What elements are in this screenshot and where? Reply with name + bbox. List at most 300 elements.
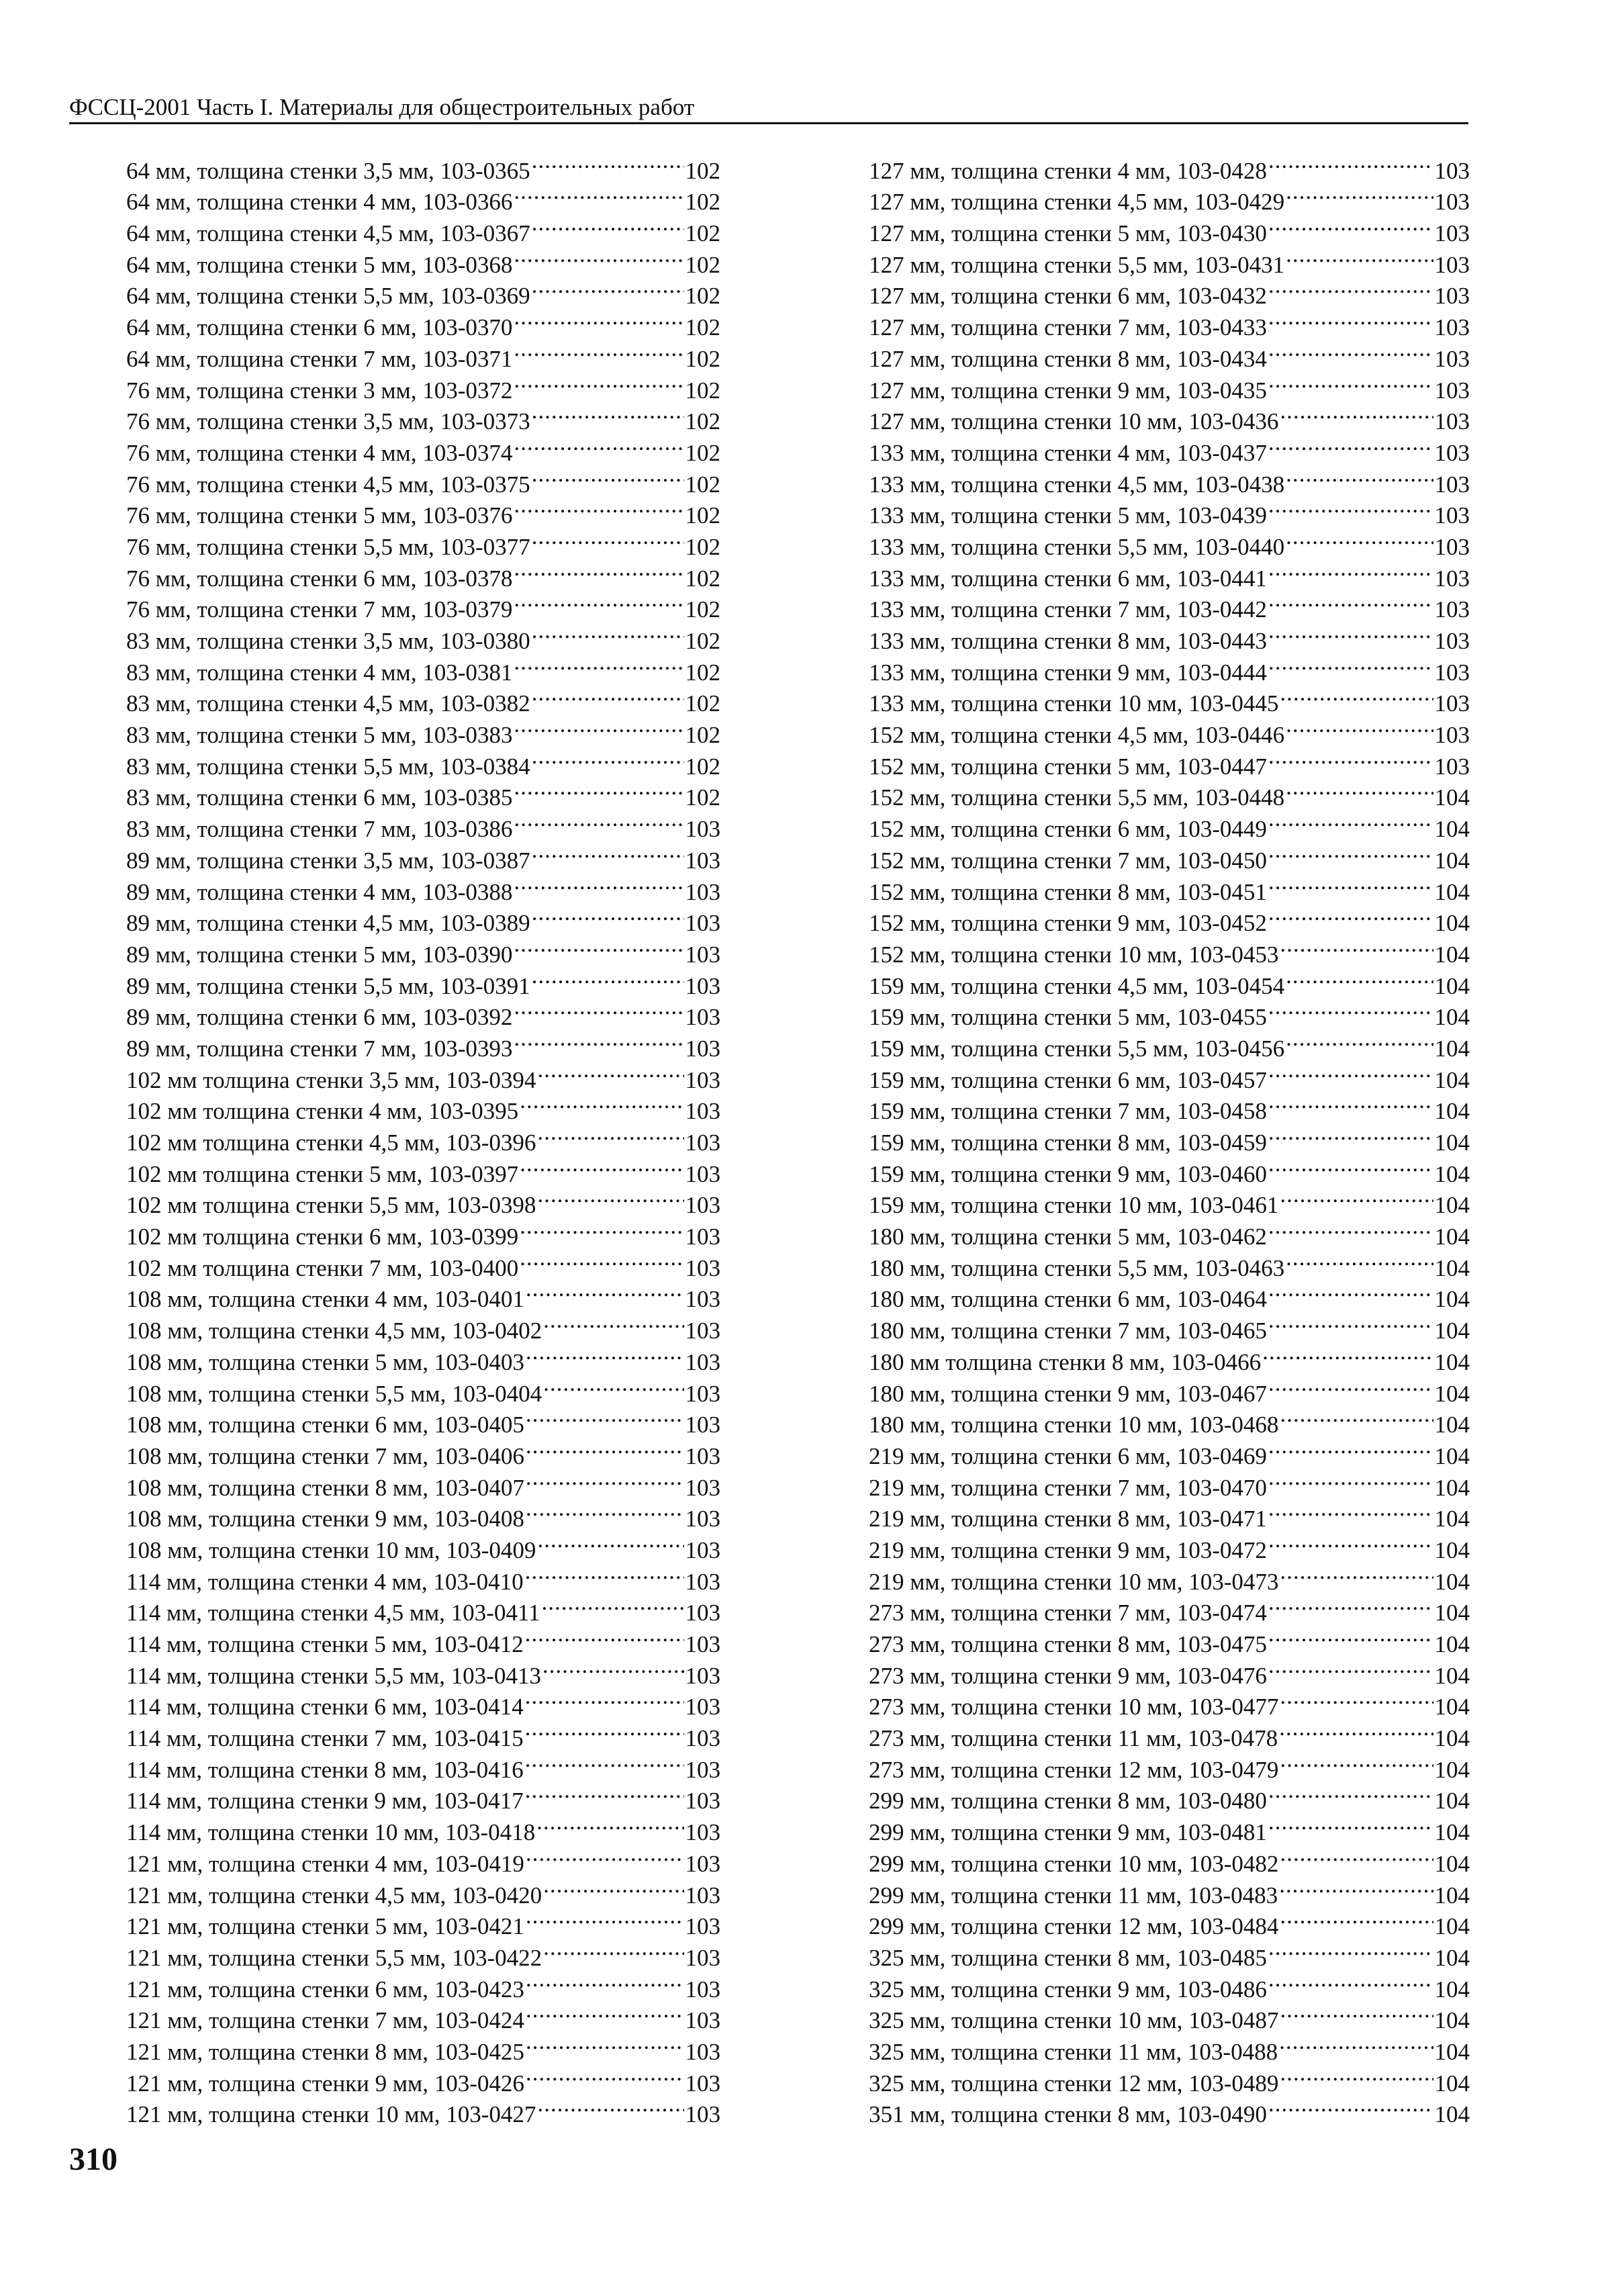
index-entry-page: 104 — [1434, 1130, 1470, 1156]
index-entry-page: 102 — [685, 189, 720, 216]
index-entry-page: 103 — [1434, 220, 1470, 247]
index-entry-text: 180 мм, толщина стенки 5 мм, 103-0462 — [869, 1224, 1267, 1250]
index-entry-page: 102 — [685, 283, 720, 310]
index-entry-page: 103 — [1434, 314, 1470, 341]
index-entry-text: 159 мм, толщина стенки 6 мм, 103-0457 — [869, 1066, 1267, 1093]
dot-leader — [1280, 1840, 1433, 1872]
index-entry-page: 102 — [685, 659, 720, 686]
index-entry-page: 103 — [685, 1254, 720, 1281]
index-entry-text: 76 мм, толщина стенки 5,5 мм, 103-0377 — [126, 533, 530, 560]
dot-leader — [1268, 837, 1433, 868]
index-entry-page: 103 — [685, 847, 720, 874]
index-entry-text: 121 мм, толщина стенки 5,5 мм, 103-0422 — [126, 1944, 543, 1971]
index-entry-text: 219 мм, толщина стенки 10 мм, 103-0473 — [869, 1568, 1279, 1595]
dot-leader — [532, 962, 684, 994]
index-entry-text: 64 мм, толщина стенки 5 мм, 103-0368 — [126, 251, 513, 278]
index-entry-text: 76 мм, толщина стенки 3,5 мм, 103-0373 — [126, 408, 530, 435]
dot-leader — [1268, 273, 1433, 304]
index-entry-text: 76 мм, толщина стенки 6 мм, 103-0378 — [126, 565, 513, 592]
dot-leader — [526, 2060, 684, 2091]
index-entry-text: 351 мм, толщина стенки 8 мм, 103-0490 — [869, 2101, 1267, 2128]
dot-leader — [1279, 1714, 1433, 1746]
dot-leader — [1268, 429, 1433, 461]
index-entry-text: 127 мм, толщина стенки 5,5 мм, 103-0431 — [869, 251, 1285, 278]
index-entry-text: 273 мм, толщина стенки 10 мм, 103-0477 — [869, 1694, 1279, 1720]
index-entry-page: 102 — [685, 784, 720, 811]
dot-leader — [1280, 1746, 1433, 1778]
dot-leader — [526, 1997, 684, 2029]
dot-leader — [514, 868, 684, 900]
index-entry-text: 159 мм, толщина стенки 4,5 мм, 103-0454 — [869, 972, 1285, 999]
index-entry-page: 104 — [1434, 1944, 1470, 1971]
dot-leader — [1268, 555, 1433, 586]
dot-leader — [532, 837, 684, 868]
dot-leader — [537, 2091, 684, 2123]
index-entry-text: 152 мм, толщина стенки 9 мм, 103-0452 — [869, 910, 1267, 937]
index-entry-page: 104 — [1434, 1882, 1470, 1909]
dot-leader — [514, 367, 684, 398]
index-entry-text: 64 мм, толщина стенки 3,5 мм, 103-0365 — [126, 157, 530, 184]
index-entry-page: 104 — [1434, 2101, 1470, 2128]
index-entry-text: 108 мм, толщина стенки 4 мм, 103-0401 — [126, 1286, 524, 1313]
index-entry-page: 102 — [685, 345, 720, 372]
index-entry-text: 127 мм, толщина стенки 9 мм, 103-0435 — [869, 377, 1267, 404]
index-entry-page: 102 — [685, 251, 720, 278]
index-entry-page: 102 — [685, 596, 720, 623]
index-entry-page: 104 — [1434, 1788, 1470, 1815]
index-entry-page: 103 — [685, 1160, 720, 1187]
dot-leader — [525, 1714, 684, 1746]
index-entry-page: 103 — [685, 1098, 720, 1125]
index-entry-text: 325 мм, толщина стенки 9 мм, 103-0486 — [869, 1976, 1267, 2003]
index-entry-text: 180 мм, толщина стенки 9 мм, 103-0467 — [869, 1380, 1267, 1407]
dot-leader — [526, 1402, 684, 1433]
dot-leader — [1286, 962, 1433, 994]
page-number: 310 — [69, 2142, 117, 2177]
dot-leader — [1268, 617, 1433, 649]
index-entry-page: 102 — [685, 471, 720, 498]
index-entry-text: 133 мм, толщина стенки 7 мм, 103-0442 — [869, 596, 1267, 623]
dot-leader — [1268, 1150, 1433, 1182]
index-entry-text: 121 мм, толщина стенки 5 мм, 103-0421 — [126, 1913, 524, 1940]
index-entry-text: 127 мм, толщина стенки 4,5 мм, 103-0429 — [869, 189, 1285, 216]
dot-leader — [532, 461, 684, 492]
dot-leader — [526, 2028, 684, 2060]
index-entry-page: 102 — [685, 628, 720, 654]
dot-leader — [514, 304, 684, 335]
index-entry-text: 127 мм, толщина стенки 7 мм, 103-0433 — [869, 314, 1267, 341]
index-entry-page: 104 — [1434, 2070, 1470, 2097]
index-entry-text: 273 мм, толщина стенки 8 мм, 103-0475 — [869, 1631, 1267, 1657]
dot-leader — [525, 1558, 684, 1590]
index-entry-text: 299 мм, толщина стенки 8 мм, 103-0480 — [869, 1788, 1267, 1815]
index-entry-text: 102 мм толщина стенки 5,5 мм, 103-0398 — [126, 1192, 536, 1219]
index-entry-page: 104 — [1434, 1474, 1470, 1501]
dot-leader — [1268, 1464, 1433, 1496]
index-entry-text: 121 мм, толщина стенки 10 мм, 103-0427 — [126, 2101, 536, 2128]
dot-leader — [532, 210, 684, 241]
dot-leader — [526, 1840, 684, 1872]
index-entry-page: 104 — [1434, 1035, 1470, 1062]
index-entry-text: 325 мм, толщина стенки 11 мм, 103-0488 — [869, 2038, 1278, 2065]
dot-leader — [514, 774, 684, 806]
index-entry-text: 83 мм, толщина стенки 6 мм, 103-0385 — [126, 784, 513, 811]
dot-leader — [1279, 1872, 1433, 1903]
index-entry-page: 102 — [685, 502, 720, 529]
index-entry-page: 104 — [1434, 1098, 1470, 1125]
index-entry-text: 325 мм, толщина стенки 10 мм, 103-0487 — [869, 2007, 1279, 2034]
index-entry-page: 103 — [1434, 628, 1470, 654]
dot-leader — [1268, 2091, 1433, 2123]
index-entry-text: 76 мм, толщина стенки 5 мм, 103-0376 — [126, 502, 513, 529]
dot-leader — [1268, 1088, 1433, 1119]
index-entry-text: 102 мм толщина стенки 4 мм, 103-0395 — [126, 1098, 519, 1125]
dot-leader — [537, 1526, 684, 1558]
index-entry-text: 102 мм толщина стенки 4,5 мм, 103-0396 — [126, 1130, 536, 1156]
index-entry-text: 83 мм, толщина стенки 4 мм, 103-0381 — [126, 659, 513, 686]
index-entry-page: 103 — [685, 1035, 720, 1062]
index-entry-text: 325 мм, толщина стенки 12 мм, 103-0489 — [869, 2070, 1279, 2097]
index-entry-page: 104 — [1434, 1850, 1470, 1877]
index-entry — [126, 147, 720, 184]
index-entry-text: 325 мм, толщина стенки 8 мм, 103-0485 — [869, 1944, 1267, 1971]
dot-leader — [1286, 179, 1433, 210]
index-entry-page: 104 — [1434, 1819, 1470, 1846]
dot-leader — [514, 555, 684, 586]
index-entry-page: 103 — [685, 1631, 720, 1657]
index-entry-page: 104 — [1434, 1631, 1470, 1657]
index-entry-text: 121 мм, толщина стенки 9 мм, 103-0426 — [126, 2070, 524, 2097]
index-entry-page: 104 — [1434, 1254, 1470, 1281]
dot-leader — [1280, 680, 1433, 712]
dot-leader — [514, 994, 684, 1025]
dot-leader — [532, 617, 684, 649]
dot-leader — [514, 241, 684, 273]
index-entry-text: 83 мм, толщина стенки 5 мм, 103-0383 — [126, 722, 513, 749]
index-entry-text: 114 мм, толщина стенки 5 мм, 103-0412 — [126, 1631, 524, 1657]
index-entry-page: 104 — [1434, 972, 1470, 999]
dot-leader — [525, 1746, 684, 1778]
index-entry-text: 102 мм толщина стенки 3,5 мм, 103-0394 — [126, 1066, 536, 1093]
index-entry-text: 108 мм, толщина стенки 9 мм, 103-0408 — [126, 1506, 524, 1532]
dot-leader — [1268, 1778, 1433, 1809]
index-entry-page: 102 — [685, 157, 720, 184]
index-entry-page: 104 — [1434, 1600, 1470, 1626]
index-entry-page: 103 — [685, 2070, 720, 2097]
dot-leader — [1268, 1213, 1433, 1244]
dot-leader — [537, 1182, 684, 1213]
dot-leader — [1268, 367, 1433, 398]
index-entry-page: 103 — [1434, 596, 1470, 623]
index-entry-page: 103 — [685, 1130, 720, 1156]
dot-leader — [1268, 649, 1433, 680]
index-entry-text: 102 мм толщина стенки 7 мм, 103-0400 — [126, 1254, 519, 1281]
dot-leader — [1268, 1590, 1433, 1621]
index-entry-text: 108 мм, толщина стенки 5 мм, 103-0403 — [126, 1348, 524, 1375]
index-entry-page: 104 — [1434, 1004, 1470, 1031]
index-entry-text: 299 мм, толщина стенки 12 мм, 103-0484 — [869, 1913, 1279, 1940]
dot-leader — [1286, 1244, 1433, 1276]
index-entry-page: 103 — [685, 1380, 720, 1407]
index-entry-text: 219 мм, толщина стенки 9 мм, 103-0472 — [869, 1536, 1267, 1563]
index-entry-text: 114 мм, толщина стенки 6 мм, 103-0414 — [126, 1694, 524, 1720]
index-entry-page: 103 — [685, 972, 720, 999]
index-entry-text: 108 мм, толщина стенки 4,5 мм, 103-0402 — [126, 1318, 543, 1344]
index-entry-page: 102 — [685, 565, 720, 592]
index-entry-text: 108 мм, толщина стенки 6 мм, 103-0405 — [126, 1412, 524, 1438]
index-entry-text: 159 мм, толщина стенки 5,5 мм, 103-0456 — [869, 1035, 1285, 1062]
index-entry-text: 127 мм, толщина стенки 10 мм, 103-0436 — [869, 408, 1279, 435]
index-entry-page: 103 — [685, 1600, 720, 1626]
dot-leader — [1262, 1338, 1433, 1370]
index-entry-page: 104 — [1434, 816, 1470, 843]
index-entry-text: 108 мм, толщина стенки 5,5 мм, 103-0404 — [126, 1380, 543, 1407]
dot-leader — [525, 1684, 684, 1715]
dot-leader — [1286, 523, 1433, 555]
dot-leader — [1268, 147, 1433, 179]
dot-leader — [514, 586, 684, 618]
dot-leader — [1268, 304, 1433, 335]
index-entry-text: 108 мм, толщина стенки 7 мм, 103-0406 — [126, 1442, 524, 1469]
index-entry-page: 104 — [1434, 1913, 1470, 1940]
dot-leader — [1286, 461, 1433, 492]
dot-leader — [1268, 1496, 1433, 1527]
index-entry-page: 103 — [685, 1474, 720, 1501]
index-entry-text: 133 мм, толщина стенки 4,5 мм, 103-0438 — [869, 471, 1285, 498]
index-entry-text: 121 мм, толщина стенки 6 мм, 103-0423 — [126, 1976, 524, 2003]
dot-leader — [1268, 1370, 1433, 1402]
dot-leader — [543, 1872, 684, 1903]
index-entry-text: 114 мм, толщина стенки 10 мм, 103-0418 — [126, 1819, 536, 1846]
index-entry-text: 108 мм, толщина стенки 10 мм, 103-0409 — [126, 1536, 536, 1563]
index-entry-text: 273 мм, толщина стенки 7 мм, 103-0474 — [869, 1600, 1267, 1626]
dot-leader — [514, 429, 684, 461]
index-entry-text: 114 мм, толщина стенки 4 мм, 103-0410 — [126, 1568, 524, 1595]
dot-leader — [543, 1307, 684, 1338]
index-entry-page: 103 — [1434, 659, 1470, 686]
dot-leader — [1268, 743, 1433, 774]
index-entry-page: 103 — [685, 1506, 720, 1532]
index-entry-page: 103 — [685, 1694, 720, 1720]
index-entry-text: 89 мм, толщина стенки 4,5 мм, 103-0389 — [126, 910, 530, 937]
index-entry-page: 103 — [685, 1976, 720, 2003]
index-entry-text: 152 мм, толщина стенки 10 мм, 103-0453 — [869, 941, 1279, 968]
dot-leader — [526, 1966, 684, 1997]
index-entry-text: 133 мм, толщина стенки 4 мм, 103-0437 — [869, 439, 1267, 466]
index-entry-page: 103 — [1434, 690, 1470, 717]
index-entry-text: 159 мм, толщина стенки 10 мм, 103-0461 — [869, 1192, 1279, 1219]
dot-leader — [1268, 868, 1433, 900]
index-entry-page: 104 — [1434, 1160, 1470, 1187]
index-entry-page: 104 — [1434, 878, 1470, 905]
dot-leader — [1286, 1025, 1433, 1056]
dot-leader — [1280, 1903, 1433, 1935]
dot-leader — [537, 1056, 684, 1088]
index-entry-page: 103 — [685, 1756, 720, 1783]
dot-leader — [532, 900, 684, 931]
index-entry-page: 104 — [1434, 784, 1470, 811]
index-entry-text: 180 мм, толщина стенки 10 мм, 103-0468 — [869, 1412, 1279, 1438]
index-entry-page: 103 — [685, 1192, 720, 1219]
index-entry-text: 114 мм, толщина стенки 7 мм, 103-0415 — [126, 1725, 524, 1752]
index-column-left — [126, 147, 720, 2128]
dot-leader — [1268, 805, 1433, 837]
dot-leader — [1286, 774, 1433, 806]
index-entry-text: 180 мм толщина стенки 8 мм, 103-0466 — [869, 1348, 1262, 1375]
index-entry-text: 152 мм, толщина стенки 5 мм, 103-0447 — [869, 753, 1267, 780]
index-entry-text: 133 мм, толщина стенки 9 мм, 103-0444 — [869, 659, 1267, 686]
dot-leader — [536, 1808, 684, 1840]
index-entry-page: 103 — [685, 2038, 720, 2065]
index-entry-page: 103 — [1434, 189, 1470, 216]
dot-leader — [1268, 1432, 1433, 1464]
dot-leader — [1286, 711, 1433, 743]
dot-leader — [526, 1338, 684, 1370]
dot-leader — [514, 1025, 684, 1056]
index-entry-page: 103 — [1434, 565, 1470, 592]
dot-leader — [1268, 994, 1433, 1025]
index-entry-text: 159 мм, толщина стенки 5 мм, 103-0455 — [869, 1004, 1267, 1031]
index-entry-page: 103 — [685, 1318, 720, 1344]
index-entry-text: 121 мм, толщина стенки 7 мм, 103-0424 — [126, 2007, 524, 2034]
index-entry-text: 127 мм, толщина стенки 5 мм, 103-0430 — [869, 220, 1267, 247]
index-entry-text: 133 мм, толщина стенки 5 мм, 103-0439 — [869, 502, 1267, 529]
index-entry-text: 89 мм, толщина стенки 6 мм, 103-0392 — [126, 1004, 513, 1031]
index-entry-text: 64 мм, толщина стенки 5,5 мм, 103-0369 — [126, 283, 530, 310]
index-entry-text: 299 мм, толщина стенки 9 мм, 103-0481 — [869, 1819, 1267, 1846]
index-entry-text: 114 мм, толщина стенки 9 мм, 103-0417 — [126, 1788, 524, 1815]
index-entry-page: 102 — [685, 314, 720, 341]
dot-leader — [1268, 586, 1433, 618]
index-entry-page: 103 — [685, 910, 720, 937]
index-entry-page: 103 — [685, 1348, 720, 1375]
dot-leader — [1268, 1307, 1433, 1338]
index-entry-text: 133 мм, толщина стенки 10 мм, 103-0445 — [869, 690, 1279, 717]
index-entry-page: 103 — [685, 941, 720, 968]
index-entry-page: 103 — [685, 1662, 720, 1689]
index-entry-text: 108 мм, толщина стенки 8 мм, 103-0407 — [126, 1474, 524, 1501]
dot-leader — [1268, 1276, 1433, 1307]
dot-leader — [542, 1590, 684, 1621]
dot-leader — [532, 523, 684, 555]
index-entry-page: 102 — [685, 220, 720, 247]
index-entry-text: 102 мм толщина стенки 5 мм, 103-0397 — [126, 1160, 519, 1187]
index-entry-text: 89 мм, толщина стенки 3,5 мм, 103-0387 — [126, 847, 530, 874]
dot-leader — [520, 1244, 684, 1276]
index-entry-text: 273 мм, толщина стенки 11 мм, 103-0478 — [869, 1725, 1278, 1752]
index-entry-page: 103 — [685, 1788, 720, 1815]
index-entry-text: 76 мм, толщина стенки 3 мм, 103-0372 — [126, 377, 513, 404]
dot-leader — [1280, 2060, 1433, 2091]
index-entry-text: 159 мм, толщина стенки 9 мм, 103-0460 — [869, 1160, 1267, 1187]
index-entry-text: 127 мм, толщина стенки 4 мм, 103-0428 — [869, 157, 1267, 184]
dot-leader — [1268, 1526, 1433, 1558]
index-entry-page: 104 — [1434, 1442, 1470, 1469]
index-entry-page: 102 — [685, 408, 720, 435]
dot-leader — [526, 1276, 684, 1307]
index-entry-text: 159 мм, толщина стенки 7 мм, 103-0458 — [869, 1098, 1267, 1125]
dot-leader — [543, 1652, 684, 1684]
index-entry-page: 104 — [1434, 1725, 1470, 1752]
index-entry-text: 83 мм, толщина стенки 4,5 мм, 103-0382 — [126, 690, 530, 717]
dot-leader — [1268, 1620, 1433, 1652]
index-entry-text: 133 мм, толщина стенки 8 мм, 103-0443 — [869, 628, 1267, 654]
index-entry-page: 103 — [1434, 722, 1470, 749]
index-entry-page: 103 — [685, 1882, 720, 1909]
index-entry-page: 103 — [685, 1725, 720, 1752]
dot-leader — [1268, 335, 1433, 367]
index-entry-page: 103 — [685, 1913, 720, 1940]
index-entry-page: 104 — [1434, 1756, 1470, 1783]
index-entry-page: 104 — [1434, 847, 1470, 874]
dot-leader — [526, 1496, 684, 1527]
dot-leader — [1268, 1056, 1433, 1088]
dot-leader — [1280, 1558, 1433, 1590]
index-entry-page: 103 — [685, 816, 720, 843]
dot-leader — [520, 1150, 684, 1182]
dot-leader — [537, 1119, 684, 1150]
dot-leader — [526, 1903, 684, 1935]
index-entry-page: 104 — [1434, 1568, 1470, 1595]
index-entry-text: 133 мм, толщина стенки 5,5 мм, 103-0440 — [869, 533, 1285, 560]
dot-leader — [1268, 1652, 1433, 1684]
index-entry-page: 104 — [1434, 1536, 1470, 1563]
index-entry-text: 219 мм, толщина стенки 8 мм, 103-0471 — [869, 1506, 1267, 1532]
running-header — [69, 93, 1468, 124]
dot-leader — [1286, 241, 1433, 273]
dot-leader — [1268, 1934, 1433, 1966]
index-entry-text: 89 мм, толщина стенки 7 мм, 103-0393 — [126, 1035, 513, 1062]
index-entry-text: 180 мм, толщина стенки 6 мм, 103-0464 — [869, 1286, 1267, 1313]
index-entry-text: 83 мм, толщина стенки 5,5 мм, 103-0384 — [126, 753, 530, 780]
dot-leader — [520, 1088, 684, 1119]
dot-leader — [532, 398, 684, 430]
dot-leader — [543, 1370, 684, 1402]
dot-leader — [1268, 900, 1433, 931]
dot-leader — [525, 1620, 684, 1652]
dot-leader — [526, 1432, 684, 1464]
index-entry-page: 103 — [685, 1004, 720, 1031]
index-entry-text: 121 мм, толщина стенки 4,5 мм, 103-0420 — [126, 1882, 543, 1909]
index-entry-page: 103 — [685, 1224, 720, 1250]
dot-leader — [525, 1778, 684, 1809]
index-entry-page: 103 — [685, 1536, 720, 1563]
index-entry-text: 299 мм, толщина стенки 10 мм, 103-0482 — [869, 1850, 1279, 1877]
index-entry-page: 103 — [685, 1568, 720, 1595]
index-entry-text: 127 мм, толщина стенки 8 мм, 103-0434 — [869, 345, 1267, 372]
index-entry-text: 89 мм, толщина стенки 4 мм, 103-0388 — [126, 878, 513, 905]
dot-leader — [532, 743, 684, 774]
index-entry-page: 102 — [685, 533, 720, 560]
index-entry-page: 102 — [685, 690, 720, 717]
dot-leader — [532, 147, 684, 179]
dot-leader — [514, 931, 684, 962]
index-entry-page: 103 — [1434, 408, 1470, 435]
index-entry-page: 103 — [1434, 157, 1470, 184]
index-entry-page: 102 — [685, 722, 720, 749]
index-entry-page: 104 — [1434, 1348, 1470, 1375]
dot-leader — [543, 1934, 684, 1966]
index-entry-page: 103 — [685, 1066, 720, 1093]
index-entry-text: 152 мм, толщина стенки 6 мм, 103-0449 — [869, 816, 1267, 843]
index-entry-page: 103 — [685, 1819, 720, 1846]
index-entry-page: 103 — [685, 1442, 720, 1469]
index-entry-page: 104 — [1434, 1412, 1470, 1438]
dot-leader — [514, 711, 684, 743]
index-entry-page: 103 — [1434, 251, 1470, 278]
dot-leader — [1280, 1182, 1433, 1213]
dot-leader — [1279, 2028, 1433, 2060]
